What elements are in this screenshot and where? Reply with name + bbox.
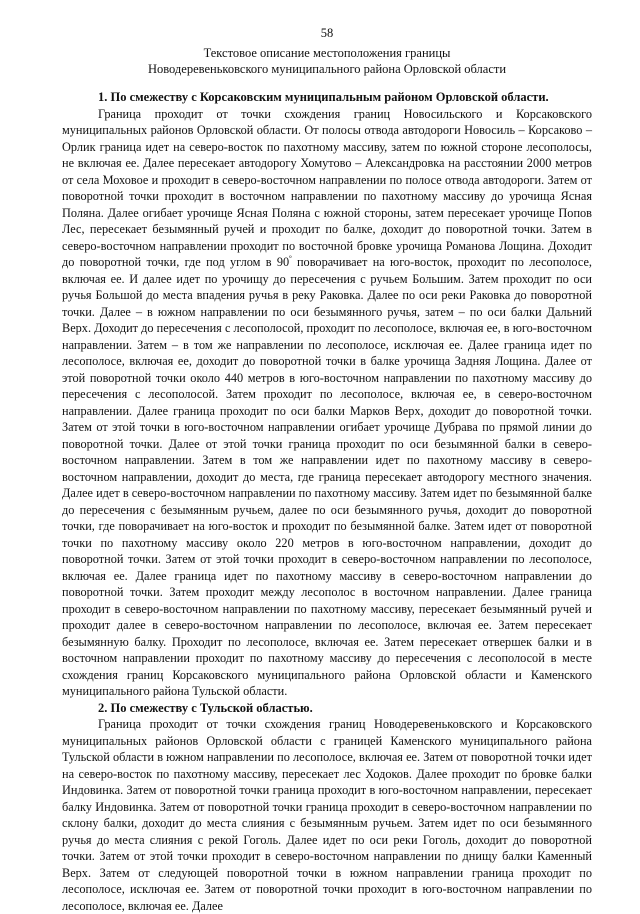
- degree-sign: º: [289, 253, 292, 263]
- section-1-heading: 1. По смежеству с Корсаковским муниципальным районом Орловской области.: [98, 90, 549, 104]
- section-1-text-part-2: поворачивает на юго-восток, проходит по лесополосе, включая ее. И далее идет по урочищу до пересечения с ручьем Большим. Затем проходит по оси ручья Большой до места впадения ручья в реку Раковка. Далее по оси реки Раковка до поворотной точки. Далее – в южном направлении по оси безымянного ручья, затем – по оси балки Дальний Верх. Доходит до пересечения с лесополосой, проходит по лесополосе, включая ее, в юго-восточном направлении. Затем – в том же направлении по лесополосе, исключая ее. Далее граница идет по лесополосе, включая ее, доходит до поворотной точки в балке урочища Задняя Лощина. Далее от этой поворотной точки около 440 метров в юго-восточном направлении по пахотному массиву до пересечения с лесополосой. Затем проходит по лесополосе, включая ее, в северо-восточном направлении. Далее граница проходит по оси балки Марков Верх, доходит до поворотной точки. Затем от этой точки в юго-восточном направлении огибает урочище Дубрава по прямой линии до поворотной точки. Далее от этой точки граница проходит по оси безымянной балки в северо-восточном направлении. Затем в том же направлении идет по пахотному массиву в северо-восточном направлении, доходит до места, где граница пересекает автодорогу местного значения. Далее идет в северо-восточном направлении по пахотному массиву. Затем идет по безымянной балке до пересечения с безымянным ручьем, далее по оси безымянного ручья, доходит до поворотной точки, где поворачивает на юго-восток и проходит по безымянной балке. Затем идет от поворотной точки по пахотному массиву около 220 метров в юго-восточном направлении, доходит до поворотной точки. Затем от этой точки проходит в северо-восточном направлении по лесополосе, включая ее. Далее граница идет по пахотному массиву в северо-восточном направлении до поворотной точки. Затем проходит между лесополос в восточном направлении. Далее граница проходит в северо-восточном направлении по пахотному массиву, пересекает безымянный ручей и проходит далее в северо-восточном направлении по лесополосе, включая ее. Затем пересекает безымянную балку. Проходит по лесополосе, включая ее. Затем пересекает отвершек балки и в восточном направлении проходит по пахотному массиву до пересечения с лесополосой в месте схождения границ Корсаковского муниципального района Орловской области и Каменского муниципального района Тульской области.: [62, 255, 593, 698]
- document-page: [62, 26, 592, 914]
- section-1-text: [62, 106, 592, 700]
- page-number: 58: [320, 26, 334, 40]
- title-line-2: Новодеревеньковского муниципального района Орловской области: [147, 62, 507, 76]
- section-2-heading: 2. По смежеству с Тульской областью.: [98, 700, 313, 715]
- section-2-text: Граница проходит от точки схождения границ Новодеревеньковского и Корсаковского муниципальных районов Орловской области с границей Каменского муниципального района Тульской области в южном направлении по лесополосе, включая ее. Затем от поворотной точки идет на северо-восток по пахотному массиву, пересекает лес Ходоков. Далее проходит по бровке балки Индовинка. Затем от поворотной точки граница проходит в юго-восточном направлении, пересекает балку Индовинка. Затем от поворотной точки граница проходит в северо-восточном направлении по склону балки, доходит до места слияния с безымянным ручьем. Затем идет по оси безымянного ручья до места слияния с рекой Гоголь. Далее идет по оси реки Гоголь, доходит до поворотной точки. Затем от этой точки проходит в северо-восточном направлении по днищу балки Каменный Верх. Затем от следующей поворотной точки в южном направлении граница проходит по лесополосе, исключая ее. Затем от поворотной точки проходит в юго-восточном направлении по лесополосе, включая ее. Далее: [62, 717, 592, 913]
- title-line-1: Текстовое описание местоположения границы: [203, 46, 451, 60]
- section-1-text-part-1: Граница проходит от точки схождения границ Новосильского и Корсаковского муниципальных районов Орловской области. От полосы отвода автодороги Новосиль – Корсаково – Орлик граница идет на северо-восток по пахотному массиву, затем по южной стороне лесополосы, не включая ее. Далее пересекает автодорогу Хомутово – Александровка на расстоянии 2000 метров от села Моховое и проходит в северо-восточном направлении по полосе отвода автодороги. Затем от поворотной точки проходит в восточном направлении по пахотному массиву до урочища Ясная Поляна. Далее огибает урочище Ясная Поляна с южной стороны, затем пересекает урочище Попов Лес, пересекает безымянный ручей и проходит по балке, доходит до поворотной точки. Затем в северо-восточном направлении проходит по восточной бровке урочища Романова Лощина. Доходит до поворотной точки, где под углом в 90: [62, 106, 592, 269]
- document-title: [62, 45, 592, 77]
